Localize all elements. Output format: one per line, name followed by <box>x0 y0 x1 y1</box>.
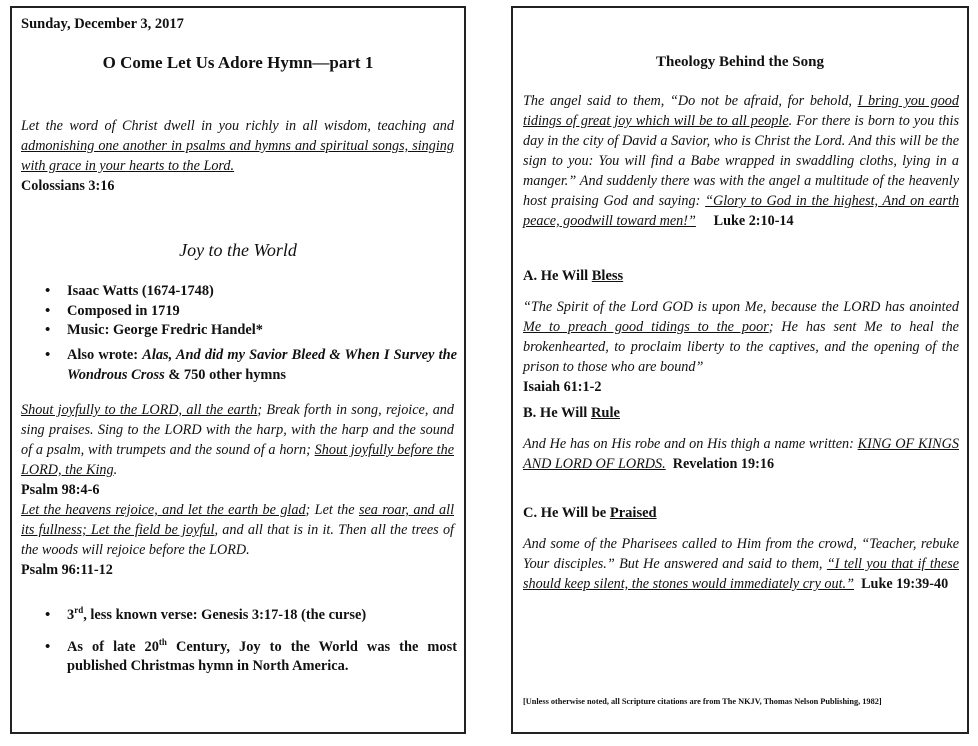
passage-underlined: “I tell you that if these should keep silent, the stones would immediately cry out.” <box>523 556 960 592</box>
passage-reference: Psalm 98:4-6 <box>21 482 100 498</box>
fact-also-wrote <box>21 346 457 385</box>
trivia-third-verse <box>21 606 457 626</box>
fact-composed: • Composed in 1719 <box>21 302 457 322</box>
passage-text: ; Break forth in song, rejoice, and sing praises. Sing to the LORD with the harp, with the harp and the sound of a psalm, with trumpets and the sound of a horn; <box>21 402 454 458</box>
luke-19-passage <box>523 534 959 594</box>
passage-reference: Revelation 19:16 <box>672 456 775 472</box>
heading-keyword: Rule <box>590 405 620 421</box>
passage-underlined: sea roar, and all its fullness; Let the field be joyful <box>21 502 455 538</box>
psalm-96-passage <box>21 500 454 580</box>
hymn-facts-list <box>21 282 457 341</box>
passage-text: . <box>113 462 118 478</box>
passage-underlined: Me to preach good tidings to the poor <box>523 319 769 335</box>
trivia-text: Century, Joy to the World was the most published Christmas hymn in North America. <box>67 638 457 674</box>
fact-music: • Music: George Fredric Handel* <box>21 321 457 341</box>
passage-underlined: “Glory to God in the highest, And on earth peace, goodwill toward men!” <box>523 193 959 229</box>
hymn-title: Joy to the World <box>179 240 297 260</box>
trivia-number: 3 <box>67 607 75 623</box>
colossians-verse <box>21 116 454 196</box>
revelation-passage <box>523 434 959 474</box>
fact-author: • Isaac Watts (1674-1748) <box>21 282 457 302</box>
right-page <box>511 6 969 734</box>
heading-rule <box>523 405 620 422</box>
passage-text: “The Spirit of the Lord GOD is upon Me, because the LORD has anointed <box>523 299 959 315</box>
trivia-sup: th <box>158 636 167 647</box>
passage-underlined: I bring you good tidings of great joy which will be to all people <box>523 93 959 129</box>
trivia-sup: rd <box>74 605 84 616</box>
section-title: Theology Behind the Song <box>656 54 824 70</box>
page-title: O Come Let Us Adore Hymn—part 1 <box>102 53 374 72</box>
luke-2-passage <box>523 91 959 231</box>
passage-text: ; He has sent Me to heal the brokenhearted, to proclaim liberty to the captives, and the opening of the prison to those who are bound” <box>523 319 959 375</box>
heading-praised <box>523 505 657 522</box>
trivia-most-published <box>21 638 457 677</box>
heading-bless <box>523 268 623 285</box>
date-line: Sunday, December 3, 2017 <box>21 16 184 32</box>
also-wrote-rest: & 750 other hymns <box>164 366 286 383</box>
passage-reference: Psalm 96:11-12 <box>21 562 113 578</box>
passage-text: , and all that is in it. Then all the trees of the woods will rejoice before the LORD. <box>21 522 454 558</box>
passage-underlined: KING OF KINGS AND LORD OF LORDS. <box>523 436 959 472</box>
psalm-98-passage <box>21 400 454 500</box>
passage-reference: Luke 19:39-40 <box>861 576 949 592</box>
trivia-list <box>21 606 457 677</box>
left-page <box>10 6 466 734</box>
footnote: [Unless otherwise noted, all Scripture citations are from The NKJV, Thomas Nelson Publishing, 1982] <box>523 697 882 706</box>
heading-keyword: Bless <box>591 268 624 284</box>
passage-text: The angel said to them, “Do not be afraid, for behold, <box>523 93 858 109</box>
passage-text: And some of the Pharisees called to Him from the crowd, “Teacher, rebuke Your disciples.” But He answered and said to them, <box>523 536 959 572</box>
also-wrote-label: Also wrote: <box>67 347 143 363</box>
trivia-text: As of late 20 <box>67 638 159 655</box>
heading-keyword: Praised <box>609 505 657 521</box>
passage-reference: Isaiah 61:1-2 <box>523 379 602 395</box>
passage-underlined: Let the heavens rejoice, and let the earth be glad <box>21 502 306 518</box>
passage-text: . For there is born to you this day in the city of David a Savior, who is Christ the Lord. And this will be the sign to you: You will find a Babe wrapped in swaddling cloths, lying in a manger.” And suddenly there was with the angel a multitude of the heavenly host praising God and saying: <box>523 113 959 209</box>
passage-text: ; Let the <box>305 502 359 518</box>
isaiah-passage <box>523 297 959 397</box>
also-wrote-titles: Alas, And did my Savior Bleed & When I Survey the Wondrous Cross <box>67 347 457 383</box>
verse-underlined: admonishing one another in psalms and hymns and spiritual songs, singing with grace in your hearts to the Lord. <box>21 138 454 174</box>
passage-text: And He has on His robe and on His thigh a name written: <box>523 436 858 452</box>
heading-prefix: B. He Will <box>523 405 591 421</box>
verse-reference: Colossians 3:16 <box>21 178 115 194</box>
trivia-text: , less known verse: Genesis 3:17-18 (the curse) <box>83 607 367 623</box>
passage-reference: Luke 2:10-14 <box>713 213 794 229</box>
heading-prefix: A. He Will <box>523 268 592 284</box>
also-wrote-list <box>21 346 457 385</box>
passage-underlined: Shout joyfully to the LORD, all the earth <box>21 402 258 418</box>
heading-prefix: C. He Will be <box>523 505 610 521</box>
verse-text: Let the word of Christ dwell in you richly in all wisdom, teaching and <box>21 118 454 134</box>
passage-underlined: Shout joyfully before the LORD, the King <box>21 442 454 478</box>
